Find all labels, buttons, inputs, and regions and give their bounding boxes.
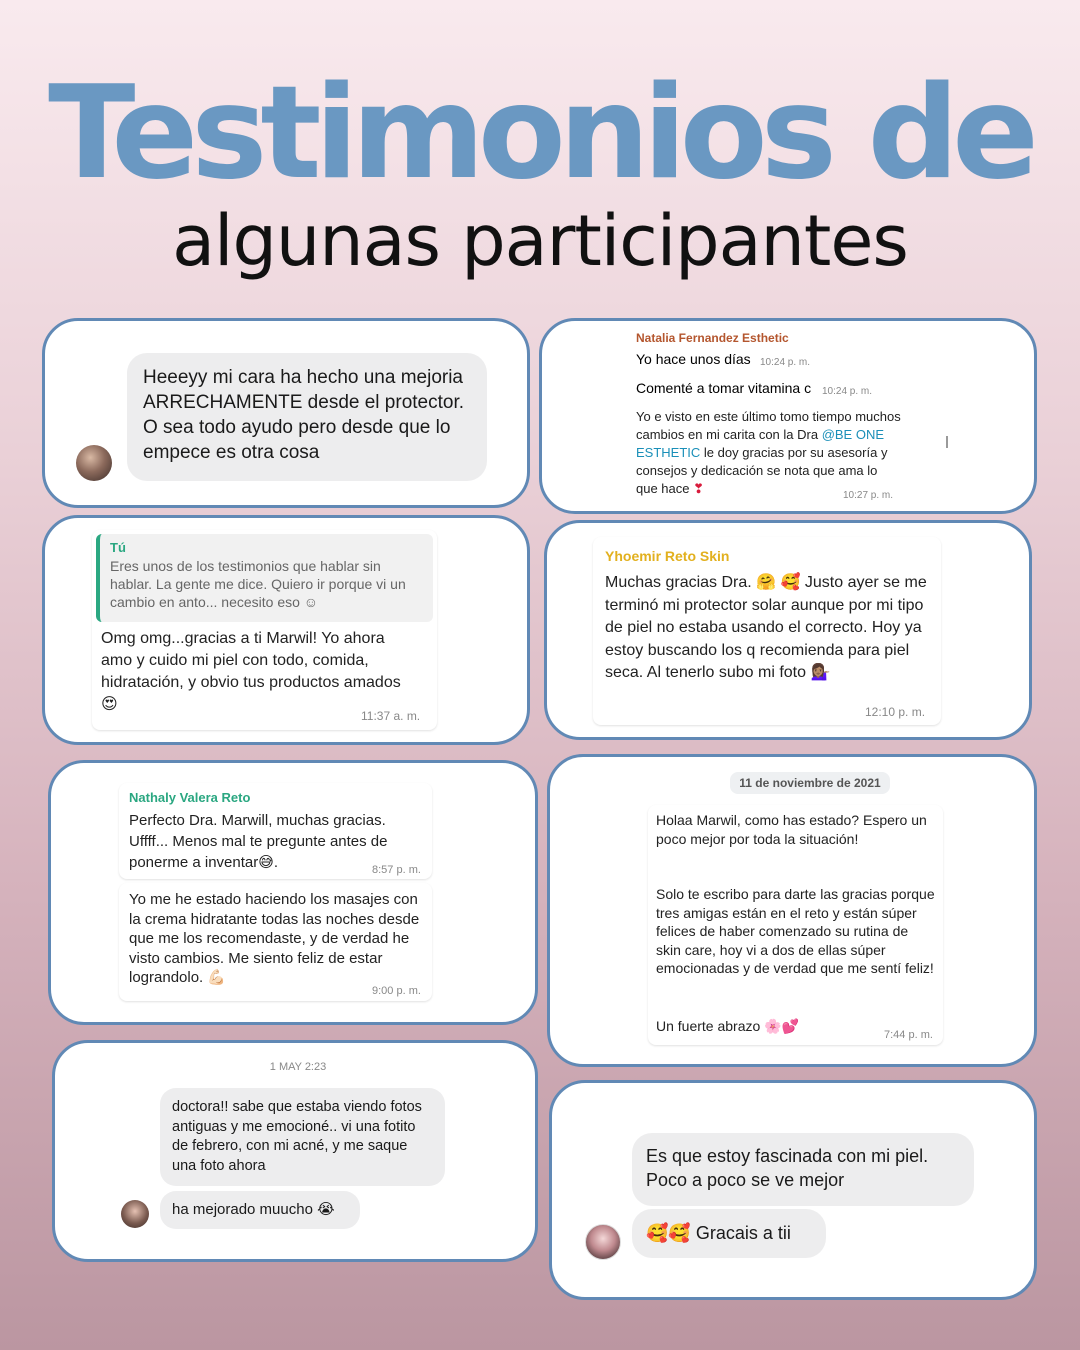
message-bubble: ha mejorado muucho 😭 bbox=[160, 1191, 360, 1229]
timestamp: 10:24 p. m. bbox=[822, 386, 873, 397]
testimonial-card-8 bbox=[549, 1080, 1037, 1300]
message-text bbox=[636, 408, 901, 498]
message-text: Solo te escribo para darte las gracias porque tres amigas están en el reto y están súper felices de haber comenzado su rutina de skin care, hoy vi a dos de ellas súper emocionadas y de verdad que me sentí feliz! bbox=[656, 886, 935, 976]
sender-name: Yhoemir Reto Skin bbox=[605, 548, 730, 564]
quoted-message bbox=[96, 534, 433, 622]
testimonial-card-4 bbox=[544, 520, 1032, 740]
quote-sender: Tú bbox=[110, 540, 126, 555]
message-text: Yo me he estado haciendo los masajes con la crema hidratante todas las noches desde que me los recomendaste, y de verdad he visto cambios. Me siento feliz de estar lograndolo. 💪🏻 bbox=[129, 891, 420, 986]
message-bubble bbox=[593, 537, 941, 725]
timestamp: 10:27 p. m. bbox=[843, 490, 894, 501]
testimonial-card-7 bbox=[52, 1040, 538, 1262]
date-separator: 11 de noviembre de 2021 bbox=[730, 772, 890, 794]
testimonial-card-5 bbox=[48, 760, 538, 1025]
avatar bbox=[585, 1224, 621, 1260]
message-bubble bbox=[119, 883, 432, 1001]
timestamp: 8:57 p. m. bbox=[372, 864, 421, 876]
page-subtitle: algunas participantes bbox=[172, 200, 908, 282]
timestamp: 12:10 p. m. bbox=[865, 705, 926, 719]
testimonial-card-6 bbox=[547, 754, 1037, 1067]
message-text: Holaa Marwil, como has estado? Espero un poco mejor por toda la situación! bbox=[656, 812, 927, 847]
avatar bbox=[121, 1200, 149, 1228]
date-separator: 1 MAY 2:23 bbox=[269, 1061, 327, 1073]
message-bubble: Heeeyy mi cara ha hecho una mejoria ARRECHAMENTE desde el protector. O sea todo ayudo pero desde que lo empece es otra cosa bbox=[127, 353, 487, 481]
timestamp: 7:44 p. m. bbox=[884, 1029, 933, 1041]
quote-text: Eres unos de los testimonios que hablar sin hablar. La gente me dice. Quiero ir porque vi un cambio en anto... necesito eso ☺ bbox=[110, 558, 406, 610]
message-text-part: le doy gracias por su asesoría y consejos y dedicación se nota que ama lo que hace bbox=[636, 445, 888, 496]
message-bubble bbox=[119, 783, 432, 879]
timestamp: 10:24 p. m. bbox=[760, 357, 811, 368]
message-text: Un fuerte abrazo 🌸💕 bbox=[656, 1018, 800, 1034]
message-text: Muchas gracias Dra. 🤗 🥰 Justo ayer se me terminó mi protector solar aunque por mi tipo de piel no estaba usando el correcto. Hoy ya estoy buscando los q recomienda para piel seca. Al tenerlo subo mi foto 💁🏽‍♀️ bbox=[605, 574, 927, 681]
message-bubble bbox=[648, 805, 943, 1045]
sender-name: Natalia Fernandez Esthetic bbox=[636, 331, 789, 345]
message-text: Perfecto Dra. Marwill, muchas gracias. Uffff... Menos mal te pregunte antes de ponerme a inventar😅. bbox=[129, 812, 388, 871]
testimonial-card-3 bbox=[42, 515, 530, 745]
message-text: Omg omg...gracias a ti Marwil! Yo ahora amo y cuido mi piel con todo, comida, hidratación, y obvio tus productos amados😍 bbox=[101, 630, 401, 713]
sender-name: Nathaly Valera Reto bbox=[129, 790, 251, 805]
message-bubble: doctora!! sabe que estaba viendo fotos antiguas y me emocioné.. vi una fotito de febrero, con mi acné, y me saque una foto ahora bbox=[160, 1088, 445, 1186]
message-bubble bbox=[92, 530, 437, 730]
message-bubble: Es que estoy fascinada con mi piel. Poco a poco se ve mejor bbox=[632, 1133, 974, 1206]
message-text: Yo hace unos días bbox=[636, 351, 751, 367]
avatar bbox=[76, 445, 112, 481]
timestamp: 9:00 p. m. bbox=[372, 985, 421, 997]
heart-icon: ❣ bbox=[693, 481, 705, 496]
message-bubble: 🥰🥰 Gracais a tii bbox=[632, 1209, 826, 1258]
page-title: Testimonios de bbox=[48, 59, 1032, 208]
message-text: Comenté a tomar vitamina c bbox=[636, 380, 812, 396]
testimonial-card-2 bbox=[539, 318, 1037, 514]
message-text-part: Yo e visto en este último tomo tiempo muchos cambios en mi carita con la Dra bbox=[636, 409, 901, 442]
scrollbar[interactable] bbox=[946, 436, 948, 448]
testimonial-card-1 bbox=[42, 318, 530, 508]
timestamp: 11:37 a. m. bbox=[361, 709, 421, 723]
mention-link[interactable]: @BE ONE ESTHETIC bbox=[636, 427, 885, 460]
